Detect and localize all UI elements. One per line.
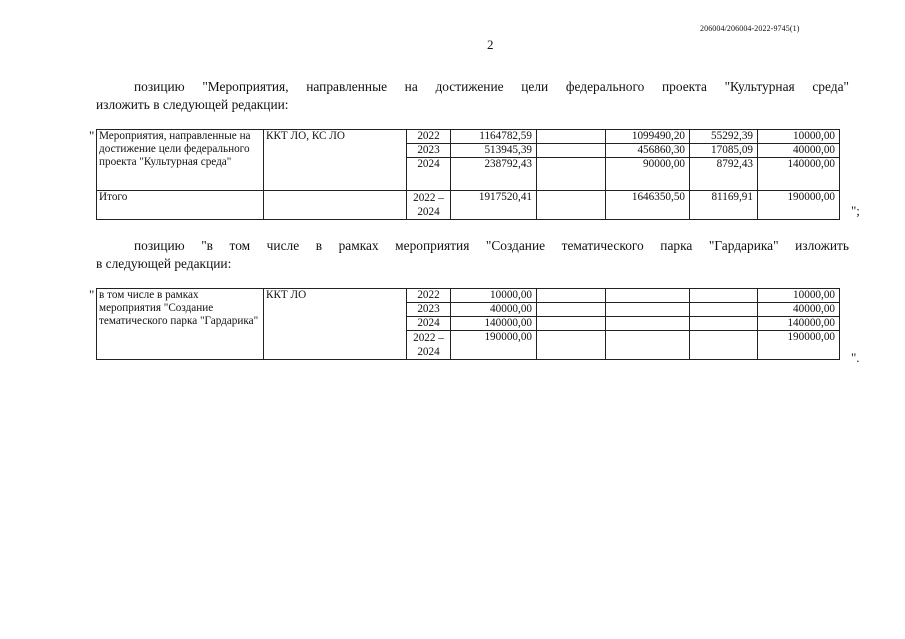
column1-cell xyxy=(537,144,606,158)
column3-cell: 55292,39 xyxy=(690,130,758,144)
total-cell: 1164782,59 xyxy=(451,130,537,144)
total-label-cell: Итого xyxy=(97,191,264,220)
section1-line1: позицию "Мероприятия, направленные на достижение цели федерального проекта "Культурная среда" xyxy=(134,79,849,94)
table-row xyxy=(97,130,840,144)
total-cell: 10000,00 xyxy=(451,289,537,303)
column4-cell: 190000,00 xyxy=(758,191,840,220)
section1-line2: изложить в следующей редакции: xyxy=(96,97,289,112)
section1-table xyxy=(96,129,840,220)
total-cell: 40000,00 xyxy=(451,303,537,317)
executor-cell xyxy=(264,191,407,220)
section1-open-quote: " xyxy=(89,128,95,143)
executor-cell: ККТ ЛО, КС ЛО xyxy=(264,130,407,191)
period-end: 2024 xyxy=(417,346,440,358)
period-cell xyxy=(407,331,451,360)
column2-cell xyxy=(606,303,690,317)
column4-cell: 40000,00 xyxy=(758,303,840,317)
column2-cell xyxy=(606,331,690,360)
section2-close-quote: ". xyxy=(851,350,860,365)
column2-cell: 456860,30 xyxy=(606,144,690,158)
column4-cell: 10000,00 xyxy=(758,130,840,144)
column2-cell: 1646350,50 xyxy=(606,191,690,220)
executor-cell: ККТ ЛО xyxy=(264,289,407,360)
column3-cell xyxy=(690,289,758,303)
column4-cell: 140000,00 xyxy=(758,158,840,191)
column1-cell xyxy=(537,331,606,360)
table-row xyxy=(97,289,840,303)
section2-open-quote: " xyxy=(89,287,95,302)
total-cell: 1917520,41 xyxy=(451,191,537,220)
column1-cell xyxy=(537,317,606,331)
column3-cell xyxy=(690,317,758,331)
column4-cell: 140000,00 xyxy=(758,317,840,331)
total-cell: 190000,00 xyxy=(451,331,537,360)
year-cell: 2024 xyxy=(407,158,451,191)
column1-cell xyxy=(537,303,606,317)
column2-cell xyxy=(606,317,690,331)
column3-cell xyxy=(690,303,758,317)
section1-close-quote: "; xyxy=(851,203,860,218)
column3-cell: 8792,43 xyxy=(690,158,758,191)
table-total-row xyxy=(97,191,840,220)
column4-cell: 40000,00 xyxy=(758,144,840,158)
year-cell: 2022 xyxy=(407,289,451,303)
period-end: 2024 xyxy=(417,206,440,218)
column4-cell: 190000,00 xyxy=(758,331,840,360)
column2-cell: 1099490,20 xyxy=(606,130,690,144)
column1-cell xyxy=(537,289,606,303)
period-start: 2022 – xyxy=(413,192,444,204)
year-cell: 2024 xyxy=(407,317,451,331)
column1-cell xyxy=(537,158,606,191)
column1-cell xyxy=(537,130,606,144)
column2-cell xyxy=(606,289,690,303)
total-cell: 513945,39 xyxy=(451,144,537,158)
period-start: 2022 – xyxy=(413,332,444,344)
year-cell: 2023 xyxy=(407,144,451,158)
column1-cell xyxy=(537,191,606,220)
year-cell: 2023 xyxy=(407,303,451,317)
total-cell: 140000,00 xyxy=(451,317,537,331)
section1-paragraph xyxy=(96,78,849,114)
document-number: 206004/206004-2022-9745(1) xyxy=(700,24,800,33)
section2-line2: в следующей редакции: xyxy=(96,256,232,271)
section2-paragraph xyxy=(96,237,849,273)
measure-name-cell: в том числе в рамках мероприятия "Создание тематического парка "Гардарика" xyxy=(97,289,264,360)
section2-line1: позицию "в том числе в рамках мероприятия "Создание тематического парка "Гардарика" изложить xyxy=(134,238,849,253)
year-cell: 2022 xyxy=(407,130,451,144)
column3-cell xyxy=(690,331,758,360)
period-cell xyxy=(407,191,451,220)
section2-table xyxy=(96,288,840,360)
column3-cell: 17085,09 xyxy=(690,144,758,158)
column3-cell: 81169,91 xyxy=(690,191,758,220)
column2-cell: 90000,00 xyxy=(606,158,690,191)
page-number: 2 xyxy=(487,37,494,52)
measure-name-cell: Мероприятия, направленные на достижение цели федерального проекта "Культурная среда" xyxy=(97,130,264,191)
column4-cell: 10000,00 xyxy=(758,289,840,303)
total-cell: 238792,43 xyxy=(451,158,537,191)
